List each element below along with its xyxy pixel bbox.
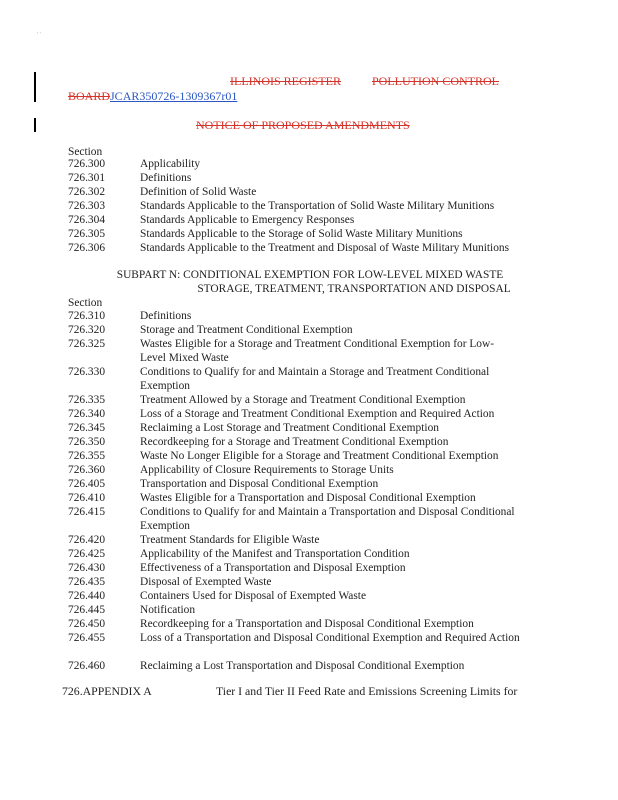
notice-heading xyxy=(196,118,410,132)
section-number: 726.410 xyxy=(68,492,106,504)
section-number: 726.330 xyxy=(68,366,106,378)
section-title: Applicability of Closure Requirements to Storage Units xyxy=(140,464,394,476)
section-number: 726.340 xyxy=(68,408,106,420)
section-number: 726.455 xyxy=(68,632,106,644)
section-number: 726.420 xyxy=(68,534,106,546)
section-number: 726.302 xyxy=(68,186,106,198)
section-number: 726.320 xyxy=(68,324,106,336)
section-title: Effectiveness of a Transportation and Disposal Exemption xyxy=(140,562,406,574)
change-bar xyxy=(34,118,36,132)
section-number: 726.425 xyxy=(68,548,106,560)
section-number: 726.360 xyxy=(68,464,106,476)
section-title: Loss of a Storage and Treatment Conditional Exemption and Required Action xyxy=(140,408,495,420)
section-title: Notification xyxy=(140,604,196,616)
subpart-heading-line2: STORAGE, TREATMENT, TRANSPORTATION AND DISPOSAL xyxy=(197,283,511,295)
section-number: 726.305 xyxy=(68,228,106,240)
section-title: Standards Applicable to the Storage of Solid Waste Military Munitions xyxy=(140,228,463,240)
section-title: Wastes Eligible for a Transportation and Disposal Conditional Exemption xyxy=(140,492,476,504)
section-label: Section xyxy=(68,297,103,309)
section-number: 726.304 xyxy=(68,214,106,226)
section-title: Applicability xyxy=(140,158,201,170)
section-title: Conditions to Qualify for and Maintain a Storage and Treatment Conditional Exemption xyxy=(140,366,490,392)
section-number: 726.415 xyxy=(68,506,106,518)
board-name-struck: POLLUTION CONTROL xyxy=(372,74,499,88)
change-bar xyxy=(34,72,36,102)
section-title: Definitions xyxy=(140,172,192,184)
jcar-code-inserted: JCAR350726-1309367r01 xyxy=(110,89,238,103)
section-title: Standards Applicable to the Transportation of Solid Waste Military Munitions xyxy=(140,200,495,212)
section-title: Disposal of Exempted Waste xyxy=(140,576,272,588)
section-number: 726.460 xyxy=(68,660,106,672)
section-title: Reclaiming a Lost Storage and Treatment Conditional Exemption xyxy=(140,422,439,434)
section-number: 726.345 xyxy=(68,422,106,434)
register-title-struck: ILLINOIS REGISTER xyxy=(230,74,341,88)
section-title: Waste No Longer Eligible for a Storage and Treatment Conditional Exemption xyxy=(140,450,499,462)
section-title: Standards Applicable to the Treatment and Disposal of Waste Military Munitions xyxy=(140,242,510,254)
section-number: 726.306 xyxy=(68,242,106,254)
section-title: Standards Applicable to Emergency Responses xyxy=(140,214,355,226)
section-title: Definitions xyxy=(140,310,192,322)
header-board-line1 xyxy=(372,74,499,88)
section-title: Transportation and Disposal Conditional Exemption xyxy=(140,478,379,490)
scan-smudge: ‧‧ xyxy=(36,28,42,38)
section-title: Treatment Standards for Eligible Waste xyxy=(140,534,320,546)
section-label: Section xyxy=(68,146,103,158)
section-title: Recordkeeping for a Storage and Treatment Conditional Exemption xyxy=(140,436,449,448)
section-number: 726.435 xyxy=(68,576,106,588)
subpart-heading-line1: SUBPART N: CONDITIONAL EXEMPTION FOR LOW-LEVEL MIXED WASTE xyxy=(116,269,504,281)
section-title: Applicability of the Manifest and Transportation Condition xyxy=(140,548,410,560)
section-title: Definition of Solid Waste xyxy=(140,186,257,198)
section-number: 726.445 xyxy=(68,604,106,616)
section-number: 726.440 xyxy=(68,590,106,602)
appendix-title: Tier I and Tier II Feed Rate and Emissions Screening Limits for xyxy=(216,684,518,698)
section-title: Wastes Eligible for a Storage and Treatment Conditional Exemption for Low-Level Mixed Waste xyxy=(140,338,495,364)
section-title: Recordkeeping for a Transportation and Disposal Conditional Exemption xyxy=(140,618,474,630)
section-title: Containers Used for Disposal of Exempted Waste xyxy=(140,590,367,602)
section-title: Storage and Treatment Conditional Exemption xyxy=(140,324,353,336)
header-register xyxy=(230,74,341,88)
section-number: 726.301 xyxy=(68,172,106,184)
appendix-number: 726.APPENDIX A xyxy=(62,684,152,698)
section-number: 726.303 xyxy=(68,200,106,212)
section-number: 726.355 xyxy=(68,450,106,462)
section-number: 726.310 xyxy=(68,310,106,322)
board-name-struck-cont: BOARD xyxy=(68,89,111,103)
section-title: Treatment Allowed by a Storage and Treatment Conditional Exemption xyxy=(140,394,466,406)
section-number: 726.350 xyxy=(68,436,106,448)
section-number: 726.430 xyxy=(68,562,106,574)
notice-title-struck: NOTICE OF PROPOSED AMENDMENTS xyxy=(196,118,410,132)
section-title: Reclaiming a Lost Transportation and Disposal Conditional Exemption xyxy=(140,660,465,672)
section-title: Loss of a Transportation and Disposal Conditional Exemption and Required Action xyxy=(140,632,520,644)
section-number: 726.405 xyxy=(68,478,106,490)
section-number: 726.335 xyxy=(68,394,106,406)
section-number: 726.300 xyxy=(68,158,106,170)
section-title: Conditions to Qualify for and Maintain a Transportation and Disposal Conditional Exemption xyxy=(140,506,515,532)
header-board-line2 xyxy=(68,89,237,103)
section-number: 726.450 xyxy=(68,618,106,630)
section-number: 726.325 xyxy=(68,338,106,350)
